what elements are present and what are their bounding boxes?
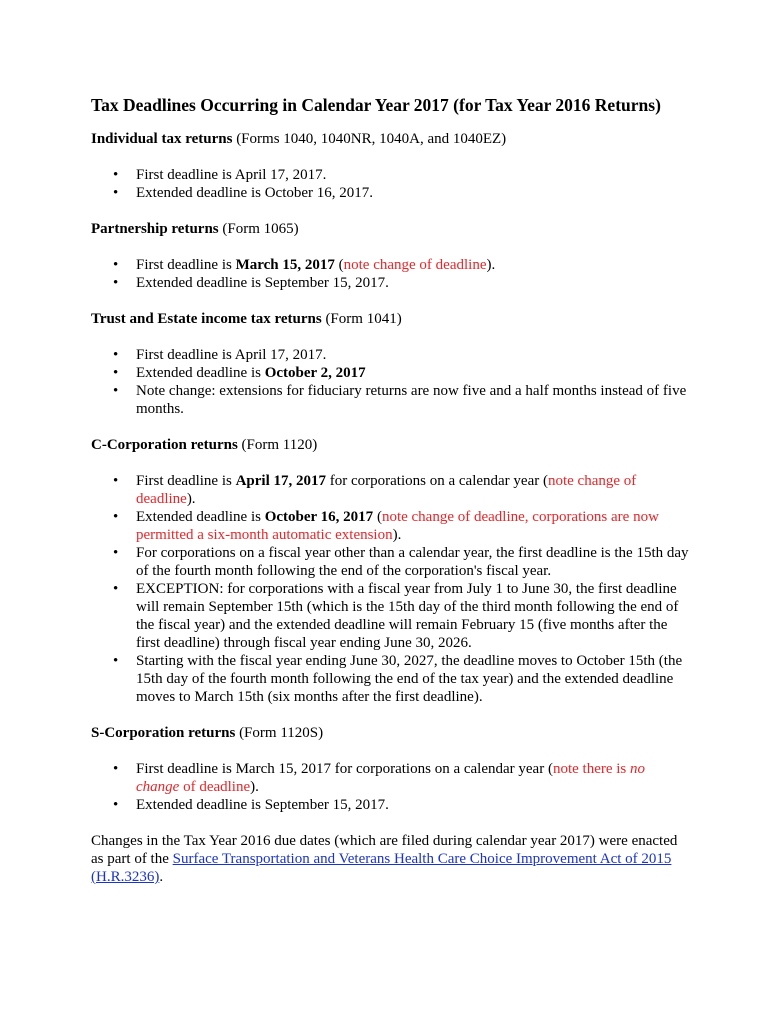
- item-post: ).: [186, 491, 196, 507]
- item-text: Note change: extensions for fiduciary returns are now five and a half months instead of five months.: [136, 383, 687, 417]
- closing-text: Changes in the Tax Year 2016 due dates (which are filed during calendar year 2017) were enacted as part of the: [91, 833, 678, 867]
- item-text: First deadline is April 17, 2017.: [136, 167, 327, 183]
- closing-paragraph: [91, 832, 691, 886]
- legislation-link[interactable]: Surface Transportation and Veterans Health Care Choice Improvement Act of 2015 (H.R.3236): [91, 851, 672, 885]
- list-item: [91, 346, 691, 364]
- item-bold: March 15, 2017: [235, 257, 335, 273]
- bullet-icon: •: [113, 797, 119, 813]
- item-text: Extended deadline is September 15, 2017.: [136, 275, 389, 291]
- section-heading: [91, 130, 691, 148]
- section-heading-bold: C-Corporation returns: [91, 437, 238, 453]
- bullet-icon: •: [113, 383, 119, 399]
- item-mid: (: [373, 509, 382, 525]
- item-mid: for corporations on a calendar year (: [326, 473, 548, 489]
- item-text: Starting with the fiscal year ending June 30, 2027, the deadline moves to October 15th (the 15th day of the fourth month following the end of the tax year) and the extended deadline moves to March 15th (six months after the first deadline).: [136, 653, 683, 705]
- section-heading-bold: Individual tax returns: [91, 131, 233, 147]
- closing-end: .: [159, 869, 164, 885]
- item-post: ).: [486, 257, 496, 273]
- section-heading-form: (Form 1065): [218, 221, 299, 237]
- bullet-icon: •: [113, 509, 119, 525]
- section-heading-form: (Form 1120S): [235, 725, 324, 741]
- item-bold: October 2, 2017: [264, 365, 366, 381]
- list-item: [91, 382, 691, 418]
- list-item: [91, 274, 691, 292]
- list-item: [91, 580, 691, 652]
- bullet-icon: •: [113, 257, 119, 273]
- item-bold: April 17, 2017: [235, 473, 326, 489]
- bullet-icon: •: [113, 761, 119, 777]
- list-item: [91, 796, 691, 814]
- bullet-icon: •: [113, 185, 119, 201]
- list-item: [91, 544, 691, 580]
- bullet-icon: •: [113, 275, 119, 291]
- list-item: [91, 256, 691, 274]
- section-heading-form: (Form 1120): [237, 437, 318, 453]
- item-red: note change of deadline: [343, 257, 487, 273]
- bullet-icon: •: [113, 581, 119, 597]
- document-content: [91, 94, 691, 886]
- bullet-icon: •: [113, 473, 119, 489]
- section-heading-form: (Form 1041): [321, 311, 402, 327]
- item-pre: First deadline is: [136, 473, 236, 489]
- bullet-icon: •: [113, 653, 119, 669]
- item-text: Extended deadline is October 16, 2017.: [136, 185, 374, 201]
- section-list: [91, 346, 691, 418]
- list-item: [91, 166, 691, 184]
- item-text: EXCEPTION: for corporations with a fiscal year from July 1 to June 30, the first deadline will remain September 15th (which is the 15th day of the third month following the end of the fiscal year) and the extended deadline will remain February 15 (five months after the first deadline) through fiscal year ending June 30, 2026.: [136, 581, 679, 651]
- item-mid: (: [334, 257, 344, 273]
- item-pre: Extended deadline is: [136, 365, 265, 381]
- list-item: [91, 184, 691, 202]
- section-heading: [91, 724, 691, 742]
- item-pre: First deadline is: [136, 257, 236, 273]
- section-heading: [91, 436, 691, 454]
- item-red-italic: no change: [136, 761, 646, 795]
- section-heading: [91, 220, 691, 238]
- item-red: note change of deadline: [136, 473, 637, 507]
- section-heading-form: (Forms 1040, 1040NR, 1040A, and 1040EZ): [232, 131, 507, 147]
- list-item: [91, 472, 691, 508]
- section-heading-bold: S-Corporation returns: [91, 725, 236, 741]
- bullet-icon: •: [113, 167, 119, 183]
- bullet-icon: •: [113, 545, 119, 561]
- item-text: First deadline is April 17, 2017.: [136, 347, 327, 363]
- section-list: [91, 166, 691, 202]
- item-text: Extended deadline is September 15, 2017.: [136, 797, 389, 813]
- bullet-icon: •: [113, 365, 119, 381]
- section-heading-bold: Trust and Estate income tax returns: [91, 311, 322, 327]
- section-heading-bold: Partnership returns: [91, 221, 219, 237]
- item-red: note change of deadline, corporations are now permitted a six-month automatic extension: [136, 509, 659, 543]
- list-item: [91, 760, 691, 796]
- list-item: [91, 364, 691, 382]
- item-red2: of deadline: [179, 779, 251, 795]
- bullet-icon: •: [113, 347, 119, 363]
- page-title: Tax Deadlines Occurring in Calendar Year 2017 (for Tax Year 2016 Returns): [91, 95, 661, 115]
- item-text: For corporations on a fiscal year other than a calendar year, the first deadline is the 15th day of the fourth month following the end of the corporation's fiscal year.: [136, 545, 689, 579]
- sections-container: [91, 130, 691, 814]
- item-post: ).: [392, 527, 402, 543]
- list-item: [91, 508, 691, 544]
- item-red: note there is: [552, 761, 631, 777]
- section-list: [91, 760, 691, 814]
- list-item: [91, 652, 691, 706]
- item-pre: Extended deadline is: [136, 509, 265, 525]
- item-pre: First deadline is March 15, 2017 for corporations on a calendar year (: [136, 761, 553, 777]
- section-list: [91, 472, 691, 706]
- item-bold: October 16, 2017: [264, 509, 374, 525]
- section-list: [91, 256, 691, 292]
- section-heading: [91, 310, 691, 328]
- item-post: ).: [250, 779, 259, 795]
